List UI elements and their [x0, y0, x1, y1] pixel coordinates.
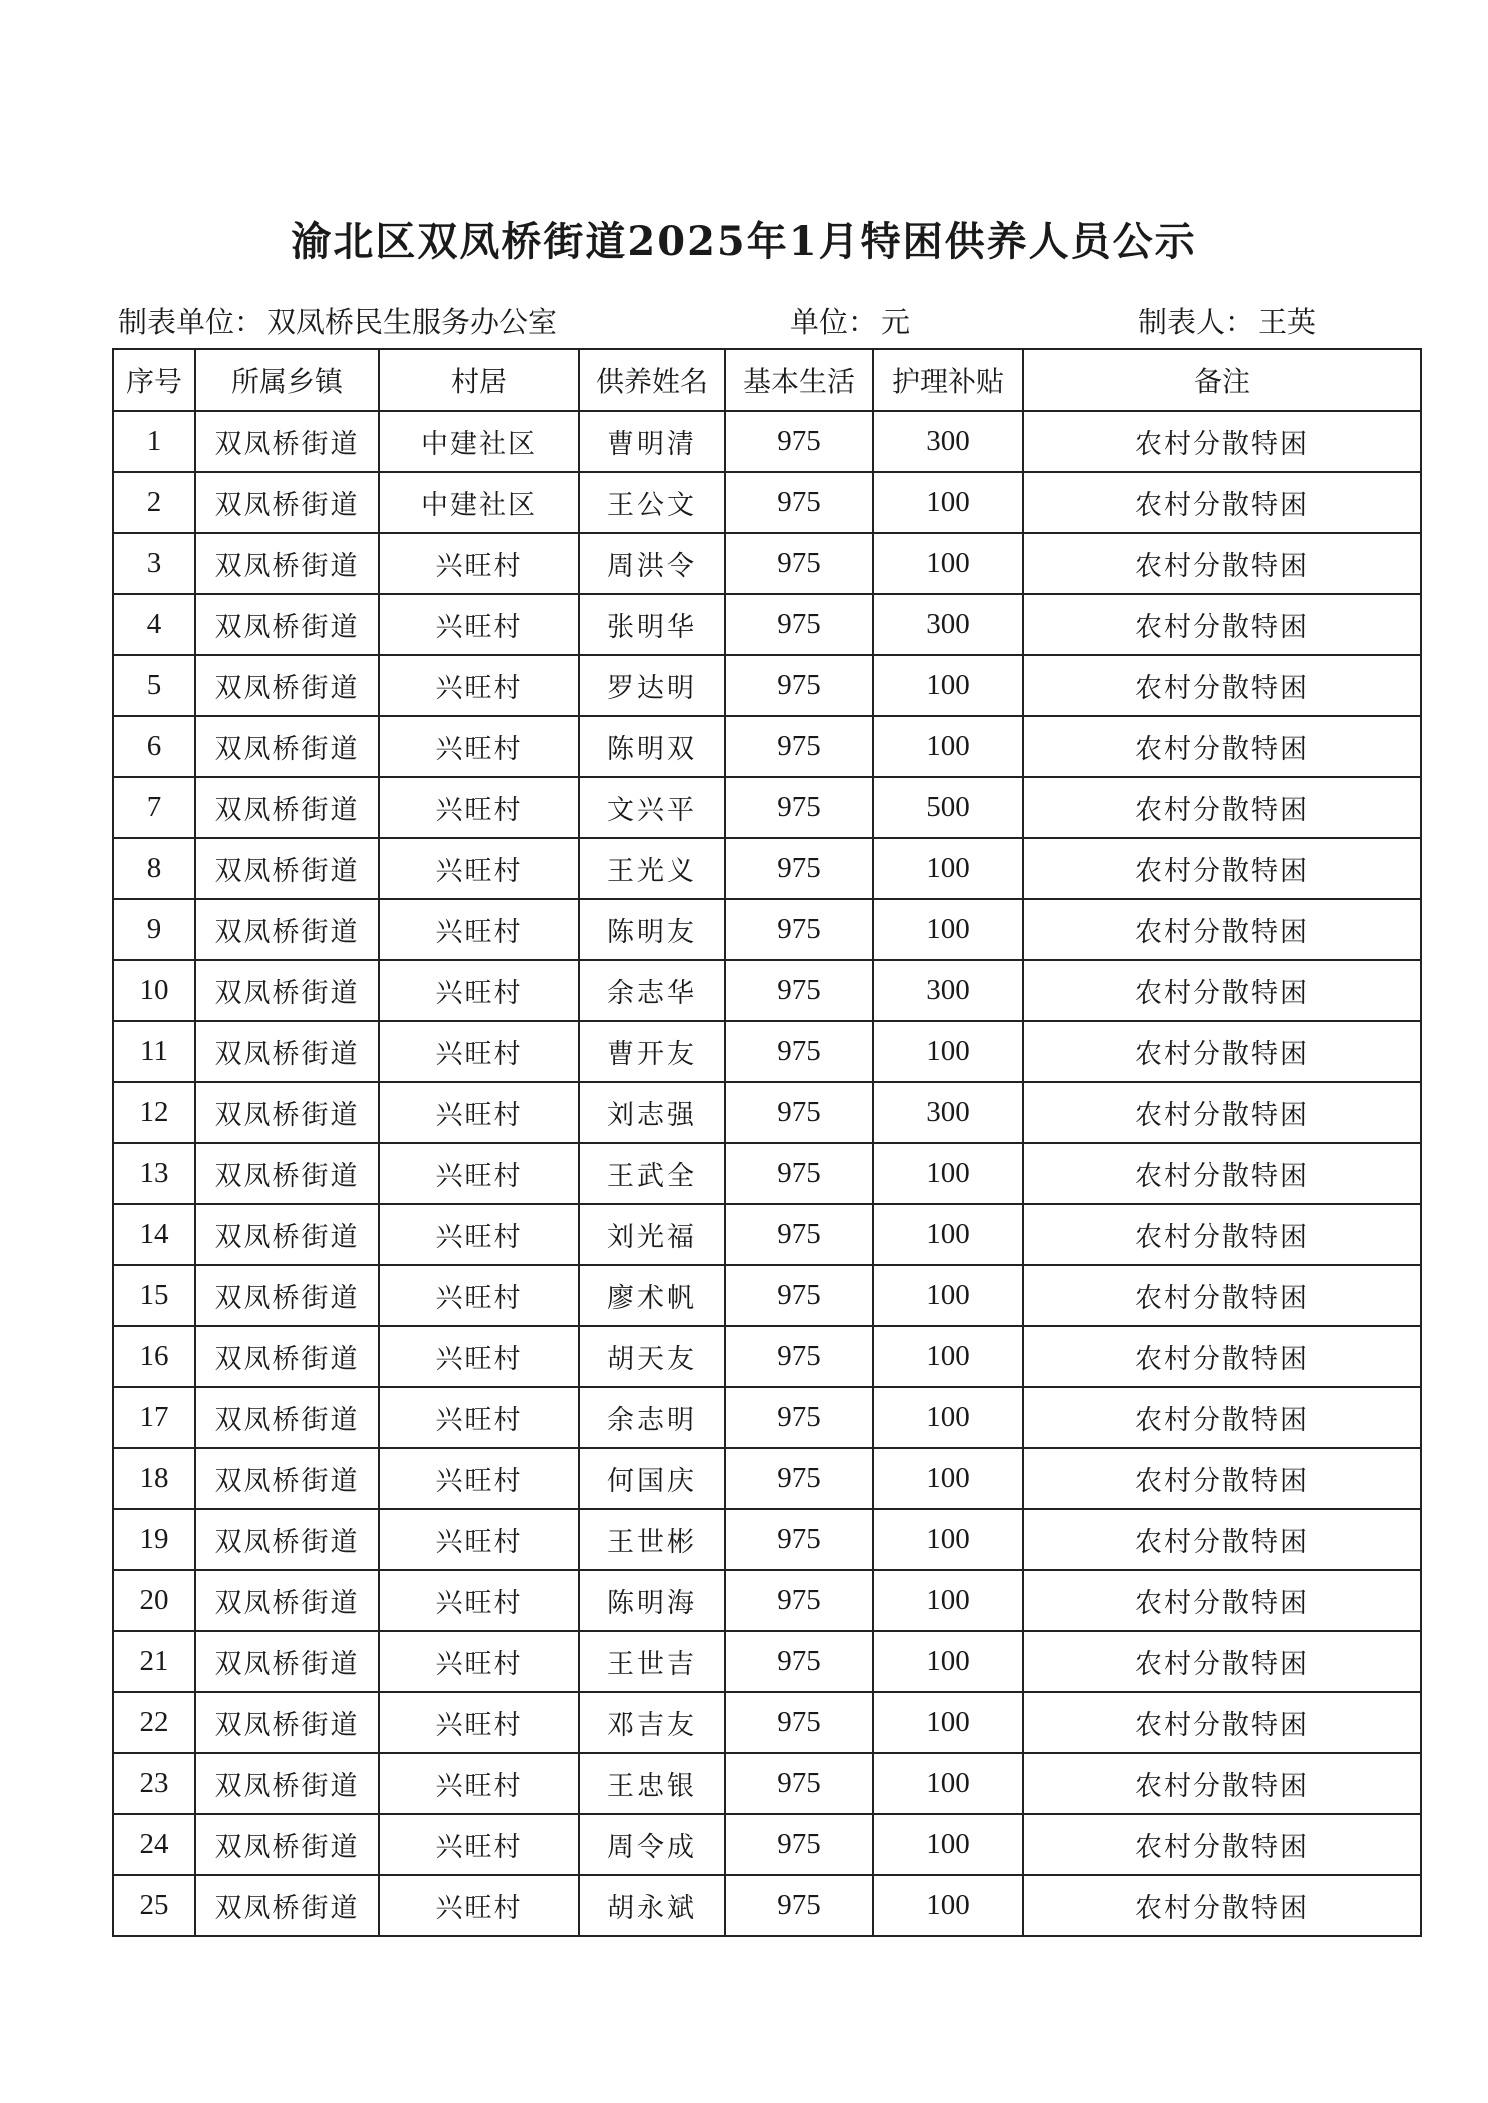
cell-village: 兴旺村 [379, 1509, 579, 1570]
cell-no: 18 [113, 1448, 195, 1509]
cell-no: 20 [113, 1570, 195, 1631]
prepared-by-unit [118, 300, 557, 341]
cell-name: 胡永斌 [579, 1875, 725, 1936]
cell-village: 兴旺村 [379, 1082, 579, 1143]
cell-no: 6 [113, 716, 195, 777]
cell-basic-living: 975 [725, 838, 873, 899]
currency-unit-value: 元 [881, 305, 911, 339]
cell-town: 双凤桥街道 [195, 1753, 379, 1814]
cell-remarks: 农村分散特困 [1023, 777, 1421, 838]
cell-remarks: 农村分散特困 [1023, 655, 1421, 716]
prepared-by-person-value: 王英 [1258, 305, 1317, 339]
cell-care-subsidy: 300 [873, 594, 1023, 655]
table-row [113, 1753, 1421, 1814]
cell-care-subsidy: 100 [873, 1448, 1023, 1509]
cell-village: 中建社区 [379, 411, 579, 472]
cell-care-subsidy: 300 [873, 411, 1023, 472]
cell-remarks: 农村分散特困 [1023, 716, 1421, 777]
cell-basic-living: 975 [725, 1143, 873, 1204]
prepared-by-unit-label: 制表单位： [118, 305, 264, 339]
cell-no: 4 [113, 594, 195, 655]
cell-remarks: 农村分散特困 [1023, 1204, 1421, 1265]
table-row [113, 899, 1421, 960]
cell-basic-living: 975 [725, 472, 873, 533]
cell-care-subsidy: 100 [873, 1021, 1023, 1082]
cell-no: 19 [113, 1509, 195, 1570]
cell-care-subsidy: 100 [873, 1387, 1023, 1448]
currency-unit [790, 300, 910, 341]
cell-basic-living: 975 [725, 1692, 873, 1753]
cell-town: 双凤桥街道 [195, 1204, 379, 1265]
table-row [113, 1021, 1421, 1082]
cell-remarks: 农村分散特困 [1023, 1448, 1421, 1509]
table-row [113, 838, 1421, 899]
cell-remarks: 农村分散特困 [1023, 1875, 1421, 1936]
cell-name: 余志明 [579, 1387, 725, 1448]
cell-name: 邓吉友 [579, 1692, 725, 1753]
column-header-name: 供养姓名 [579, 349, 725, 411]
cell-basic-living: 975 [725, 1753, 873, 1814]
page-title: 渝北区双凤桥街道2025年1月特困供养人员公示 [291, 218, 1197, 265]
prepared-by-unit-value: 双凤桥民生服务办公室 [267, 305, 558, 339]
cell-care-subsidy: 100 [873, 1265, 1023, 1326]
cell-basic-living: 975 [725, 411, 873, 472]
cell-name: 文兴平 [579, 777, 725, 838]
table-row [113, 777, 1421, 838]
table-row [113, 960, 1421, 1021]
cell-town: 双凤桥街道 [195, 472, 379, 533]
cell-remarks: 农村分散特困 [1023, 1814, 1421, 1875]
cell-no: 10 [113, 960, 195, 1021]
table-row [113, 1387, 1421, 1448]
cell-village: 兴旺村 [379, 1143, 579, 1204]
cell-village: 兴旺村 [379, 594, 579, 655]
cell-town: 双凤桥街道 [195, 1631, 379, 1692]
cell-remarks: 农村分散特困 [1023, 838, 1421, 899]
table-row [113, 472, 1421, 533]
cell-no: 13 [113, 1143, 195, 1204]
cell-basic-living: 975 [725, 533, 873, 594]
cell-care-subsidy: 300 [873, 1082, 1023, 1143]
cell-town: 双凤桥街道 [195, 960, 379, 1021]
cell-basic-living: 975 [725, 655, 873, 716]
cell-care-subsidy: 100 [873, 1814, 1023, 1875]
cell-no: 22 [113, 1692, 195, 1753]
cell-remarks: 农村分散特困 [1023, 1143, 1421, 1204]
cell-remarks: 农村分散特困 [1023, 411, 1421, 472]
cell-name: 胡天友 [579, 1326, 725, 1387]
cell-remarks: 农村分散特困 [1023, 1387, 1421, 1448]
column-header-care-subsidy: 护理补贴 [873, 349, 1023, 411]
cell-name: 王光义 [579, 838, 725, 899]
cell-no: 2 [113, 472, 195, 533]
cell-remarks: 农村分散特困 [1023, 1631, 1421, 1692]
table-header-row [113, 349, 1421, 411]
table-row [113, 1509, 1421, 1570]
cell-basic-living: 975 [725, 960, 873, 1021]
cell-name: 曹明清 [579, 411, 725, 472]
cell-town: 双凤桥街道 [195, 594, 379, 655]
table-body [113, 411, 1421, 1936]
table-row [113, 1875, 1421, 1936]
cell-name: 廖术帆 [579, 1265, 725, 1326]
cell-name: 曹开友 [579, 1021, 725, 1082]
roster-table [112, 348, 1422, 1937]
cell-name: 罗达明 [579, 655, 725, 716]
cell-town: 双凤桥街道 [195, 899, 379, 960]
cell-town: 双凤桥街道 [195, 1875, 379, 1936]
cell-name: 王世吉 [579, 1631, 725, 1692]
cell-basic-living: 975 [725, 899, 873, 960]
cell-village: 兴旺村 [379, 1326, 579, 1387]
cell-care-subsidy: 100 [873, 1204, 1023, 1265]
cell-village: 兴旺村 [379, 1570, 579, 1631]
cell-town: 双凤桥街道 [195, 1692, 379, 1753]
cell-remarks: 农村分散特困 [1023, 960, 1421, 1021]
cell-care-subsidy: 100 [873, 1875, 1023, 1936]
cell-town: 双凤桥街道 [195, 655, 379, 716]
currency-unit-label: 单位： [790, 305, 878, 339]
cell-no: 3 [113, 533, 195, 594]
cell-no: 21 [113, 1631, 195, 1692]
column-header-basic-living: 基本生活 [725, 349, 873, 411]
column-header-town: 所属乡镇 [195, 349, 379, 411]
prepared-by-person [1138, 300, 1316, 341]
cell-remarks: 农村分散特困 [1023, 1082, 1421, 1143]
cell-care-subsidy: 100 [873, 533, 1023, 594]
cell-no: 24 [113, 1814, 195, 1875]
cell-name: 余志华 [579, 960, 725, 1021]
cell-name: 何国庆 [579, 1448, 725, 1509]
cell-name: 刘光福 [579, 1204, 725, 1265]
cell-town: 双凤桥街道 [195, 777, 379, 838]
cell-care-subsidy: 100 [873, 1753, 1023, 1814]
cell-town: 双凤桥街道 [195, 1082, 379, 1143]
cell-remarks: 农村分散特困 [1023, 1265, 1421, 1326]
cell-village: 兴旺村 [379, 1387, 579, 1448]
cell-town: 双凤桥街道 [195, 411, 379, 472]
prepared-by-person-label: 制表人： [1138, 305, 1255, 339]
cell-village: 兴旺村 [379, 1814, 579, 1875]
cell-no: 1 [113, 411, 195, 472]
cell-basic-living: 975 [725, 1326, 873, 1387]
cell-basic-living: 975 [725, 1570, 873, 1631]
cell-name: 王武全 [579, 1143, 725, 1204]
table-row [113, 411, 1421, 472]
cell-no: 8 [113, 838, 195, 899]
cell-basic-living: 975 [725, 1814, 873, 1875]
column-header-village: 村居 [379, 349, 579, 411]
cell-remarks: 农村分散特困 [1023, 594, 1421, 655]
cell-village: 兴旺村 [379, 777, 579, 838]
cell-care-subsidy: 100 [873, 1326, 1023, 1387]
cell-town: 双凤桥街道 [195, 1448, 379, 1509]
cell-name: 王公文 [579, 472, 725, 533]
cell-no: 5 [113, 655, 195, 716]
cell-village: 兴旺村 [379, 1448, 579, 1509]
cell-name: 张明华 [579, 594, 725, 655]
table-row [113, 716, 1421, 777]
cell-town: 双凤桥街道 [195, 1570, 379, 1631]
cell-care-subsidy: 100 [873, 655, 1023, 716]
cell-no: 9 [113, 899, 195, 960]
cell-village: 中建社区 [379, 472, 579, 533]
cell-basic-living: 975 [725, 1265, 873, 1326]
cell-village: 兴旺村 [379, 533, 579, 594]
cell-basic-living: 975 [725, 1387, 873, 1448]
cell-remarks: 农村分散特困 [1023, 533, 1421, 594]
cell-basic-living: 975 [725, 716, 873, 777]
cell-care-subsidy: 100 [873, 1631, 1023, 1692]
cell-town: 双凤桥街道 [195, 838, 379, 899]
column-header-no: 序号 [113, 349, 195, 411]
cell-remarks: 农村分散特困 [1023, 1509, 1421, 1570]
cell-remarks: 农村分散特困 [1023, 1692, 1421, 1753]
cell-name: 王忠银 [579, 1753, 725, 1814]
cell-remarks: 农村分散特困 [1023, 472, 1421, 533]
cell-basic-living: 975 [725, 1631, 873, 1692]
table-row [113, 533, 1421, 594]
column-header-remarks: 备注 [1023, 349, 1421, 411]
cell-remarks: 农村分散特困 [1023, 899, 1421, 960]
cell-care-subsidy: 300 [873, 960, 1023, 1021]
table-row [113, 1631, 1421, 1692]
cell-no: 23 [113, 1753, 195, 1814]
cell-basic-living: 975 [725, 1204, 873, 1265]
cell-town: 双凤桥街道 [195, 1143, 379, 1204]
table-row [113, 1265, 1421, 1326]
cell-village: 兴旺村 [379, 655, 579, 716]
cell-care-subsidy: 100 [873, 899, 1023, 960]
cell-town: 双凤桥街道 [195, 716, 379, 777]
cell-remarks: 农村分散特困 [1023, 1753, 1421, 1814]
table-row [113, 1204, 1421, 1265]
cell-remarks: 农村分散特困 [1023, 1021, 1421, 1082]
table-row [113, 1570, 1421, 1631]
cell-name: 陈明双 [579, 716, 725, 777]
cell-care-subsidy: 500 [873, 777, 1023, 838]
cell-town: 双凤桥街道 [195, 533, 379, 594]
table-row [113, 1326, 1421, 1387]
cell-village: 兴旺村 [379, 1875, 579, 1936]
cell-remarks: 农村分散特困 [1023, 1570, 1421, 1631]
cell-care-subsidy: 100 [873, 716, 1023, 777]
cell-name: 陈明海 [579, 1570, 725, 1631]
table-row [113, 1143, 1421, 1204]
cell-remarks: 农村分散特困 [1023, 1326, 1421, 1387]
cell-care-subsidy: 100 [873, 472, 1023, 533]
cell-basic-living: 975 [725, 1448, 873, 1509]
table-row [113, 1082, 1421, 1143]
cell-village: 兴旺村 [379, 1204, 579, 1265]
cell-care-subsidy: 100 [873, 838, 1023, 899]
cell-no: 25 [113, 1875, 195, 1936]
cell-village: 兴旺村 [379, 1753, 579, 1814]
cell-village: 兴旺村 [379, 838, 579, 899]
cell-care-subsidy: 100 [873, 1692, 1023, 1753]
roster-table-container [112, 348, 1420, 1937]
cell-basic-living: 975 [725, 1021, 873, 1082]
cell-basic-living: 975 [725, 1082, 873, 1143]
table-row [113, 1814, 1421, 1875]
cell-name: 周洪令 [579, 533, 725, 594]
cell-care-subsidy: 100 [873, 1570, 1023, 1631]
cell-village: 兴旺村 [379, 899, 579, 960]
cell-care-subsidy: 100 [873, 1509, 1023, 1570]
cell-basic-living: 975 [725, 777, 873, 838]
cell-town: 双凤桥街道 [195, 1326, 379, 1387]
cell-town: 双凤桥街道 [195, 1387, 379, 1448]
cell-no: 11 [113, 1021, 195, 1082]
cell-name: 王世彬 [579, 1509, 725, 1570]
cell-village: 兴旺村 [379, 960, 579, 1021]
cell-no: 7 [113, 777, 195, 838]
cell-town: 双凤桥街道 [195, 1265, 379, 1326]
cell-no: 15 [113, 1265, 195, 1326]
cell-village: 兴旺村 [379, 1631, 579, 1692]
cell-town: 双凤桥街道 [195, 1814, 379, 1875]
cell-village: 兴旺村 [379, 1021, 579, 1082]
cell-basic-living: 975 [725, 1875, 873, 1936]
cell-village: 兴旺村 [379, 1265, 579, 1326]
cell-no: 12 [113, 1082, 195, 1143]
table-row [113, 1692, 1421, 1753]
cell-name: 刘志强 [579, 1082, 725, 1143]
cell-town: 双凤桥街道 [195, 1021, 379, 1082]
cell-name: 周令成 [579, 1814, 725, 1875]
cell-care-subsidy: 100 [873, 1143, 1023, 1204]
cell-village: 兴旺村 [379, 716, 579, 777]
table-row [113, 1448, 1421, 1509]
table-row [113, 655, 1421, 716]
cell-no: 14 [113, 1204, 195, 1265]
cell-no: 17 [113, 1387, 195, 1448]
table-row [113, 594, 1421, 655]
cell-village: 兴旺村 [379, 1692, 579, 1753]
cell-basic-living: 975 [725, 1509, 873, 1570]
cell-name: 陈明友 [579, 899, 725, 960]
cell-town: 双凤桥街道 [195, 1509, 379, 1570]
cell-no: 16 [113, 1326, 195, 1387]
cell-basic-living: 975 [725, 594, 873, 655]
